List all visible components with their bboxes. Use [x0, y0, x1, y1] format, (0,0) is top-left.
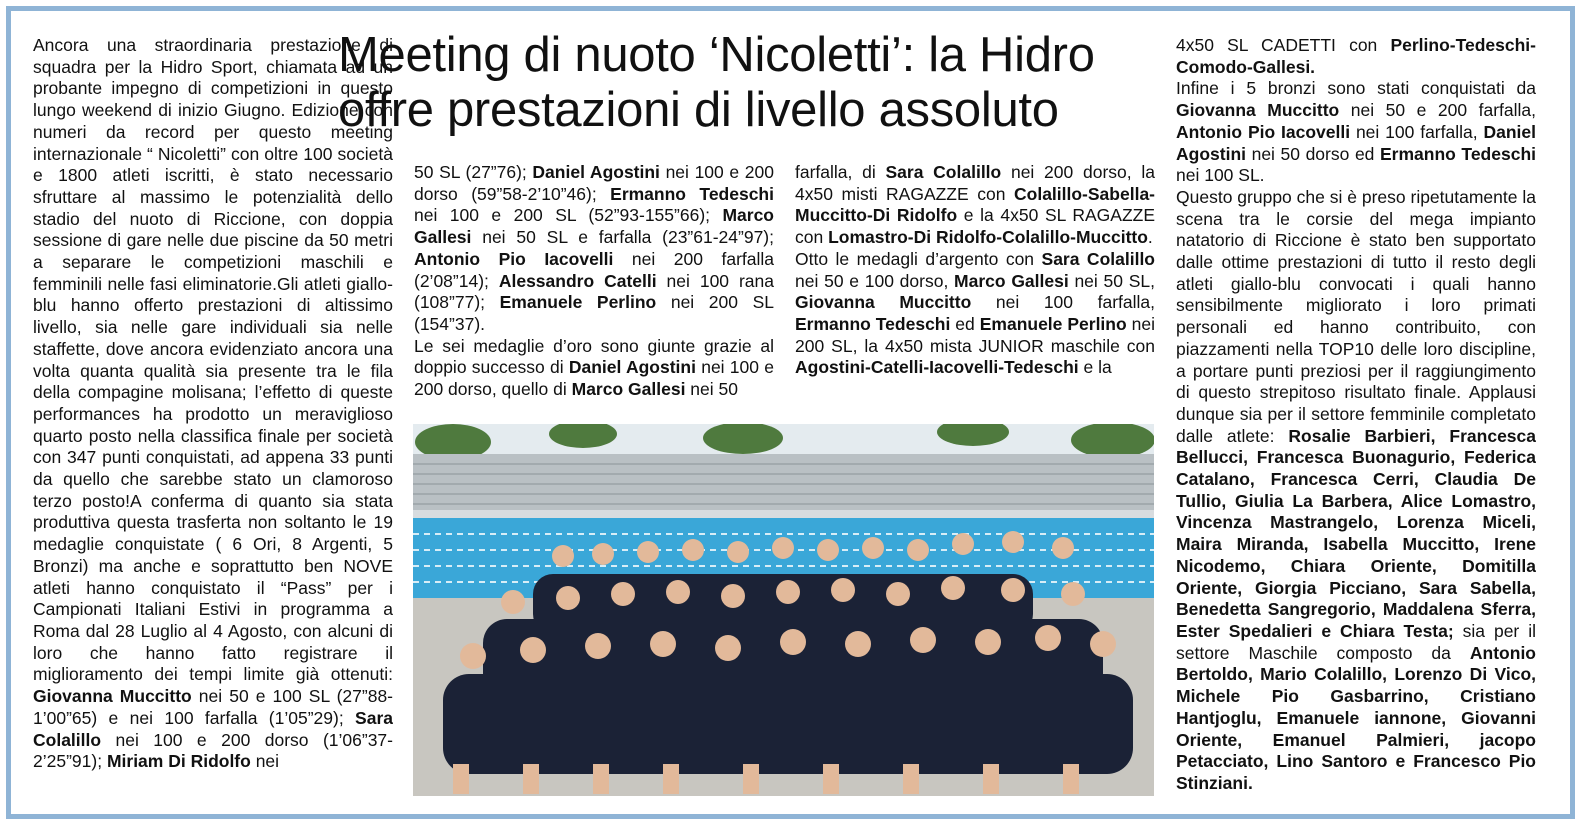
bold-run: Perlino-Tedeschi-Comodo-Gallesi.: [1176, 35, 1536, 77]
text-run: nei 200 SL (154”37).: [414, 292, 774, 334]
text-run: nei 100 rana (108”77);: [414, 270, 774, 313]
bold-run: Daniel Agostini: [1176, 121, 1536, 164]
column-4: [1176, 35, 1536, 805]
bold-run: Rosalie Barbieri, Francesca Bellucci, Francesca Buonagurio, Federica Catalano, Francesca Cerri, Claudia De Tullio, Giulia La Barbera, Alice Lomastro, Vincenza Mastrangelo, Lorenza Miceli, Maira Miranda, Isabella Muccitto, Irene Nicodemo, Chiara Oriente, Domitilla Oriente, Giorgia Picciano, Sara Sabella, Benedetta Sangregorio, Maddalena Sferra, Ester Spedalieri e Chiara Testa;: [1176, 425, 1536, 641]
text-run: nei 50: [685, 379, 738, 400]
paragraph: [1176, 78, 1536, 187]
text-run: 4x50 SL CADETTI con: [1176, 35, 1391, 55]
bold-run: Daniel Agostini: [568, 357, 696, 378]
column-2: [414, 162, 774, 402]
bold-run: Sara Colalillo: [33, 707, 393, 750]
text-run: nei 100 e 200 dorso (59”58-2’10”46);: [414, 162, 774, 204]
text-run: nei 100 SL.: [1176, 165, 1265, 186]
team-photo: [413, 424, 1154, 796]
text-run: nei 100 farfalla,: [971, 292, 1155, 313]
text-run: nei 50 e 100 SL (27”88-1’00”65) e nei 100 farfalla (1’05”29);: [33, 686, 393, 728]
column-1: [33, 35, 393, 805]
paragraph: [414, 336, 774, 401]
bold-run: Marco Gallesi: [414, 205, 774, 248]
bold-run: Emanuele Perlino: [499, 292, 657, 313]
text-run: nei 100 farfalla,: [1350, 121, 1484, 142]
bold-run: Marco Gallesi: [954, 270, 1069, 291]
text-run: nei 50 e 200 farfalla,: [1339, 100, 1536, 121]
text-run: Infine i 5 bronzi sono stati conquistati da: [1176, 78, 1536, 99]
text-run: nei 100 e 200 dorso, quello di: [414, 357, 774, 400]
text-run: farfalla, di: [795, 162, 886, 182]
bold-run: Alessandro Catelli: [498, 270, 657, 291]
text-run: Gli atleti giallo-blu hanno offerto prestazioni di altissimo livello, sia nelle gare individuali sia nelle staffette, dove ancora evidenziato ancora una volta quanta qualità sia presente tra le fila della compagine molisana; l’effetto di queste performances ha prodotto un meraviglioso quarto posto nella classifica finale per società con 347 punti conquistati, ad appena 33 punti da quello che sarebbe stato un clamoroso terzo posto!: [33, 273, 393, 511]
bold-run: Antonio Bertoldo, Mario Colalillo, Lorenzo Di Vico, Michele Pio Gasbarrino, Cristiano Hantjoglu, Emanuele iannone, Giovanni Oriente, Emanuel Palmieri, jacopo Petacciato, Lino Santoro e Francesco Pio Stinziani.: [1176, 642, 1536, 793]
bold-run: Miriam Di Ridolfo: [106, 751, 251, 772]
text-run: Ancora una straordinaria prestazione di squadra per la Hidro Sport, chiamata ad un probante impegno di competizioni in questo lungo weekend di inizio Giugno. Edizione con numeri da record per questo meeting internazionale “ Nicoletti” con oltre 100 società e 1800 atleti iscritti, è stato necessario sfruttare al massimo le potenzialità dello stadio del nuoto di Riccione, con doppia sessione di gare nelle due piscine da 50 metri a separare le competizioni maschili e femminili nelle fasi eliminatorie.: [33, 35, 393, 294]
headline: Meeting di nuoto ‘Nicoletti’: la Hidro offre prestazioni di livello assoluto: [338, 28, 1095, 137]
text-run: Le sei medaglie d’oro sono giunte grazie al doppio successo di: [414, 335, 774, 378]
text-run: nei 200 farfalla (2’08”14);: [414, 248, 774, 291]
text-run: sia per il settore Maschile composto da: [1176, 620, 1536, 663]
text-run: e la 4x50 SL RAGAZZE con: [795, 205, 1155, 248]
text-run: nei 50 e 100 dorso,: [795, 270, 955, 291]
bold-run: Sara Colalillo: [1041, 248, 1155, 269]
bold-run: Sara Colalillo: [885, 162, 1002, 182]
bold-run: Antonio Pio Iacovelli: [414, 248, 614, 269]
paragraph: [1176, 35, 1536, 78]
paragraph: [1176, 187, 1536, 795]
bold-run: Giovanna Muccitto: [795, 292, 972, 313]
text-run: nei: [250, 751, 280, 772]
text-run: 50 SL (27”76);: [414, 162, 533, 182]
text-run: nei 100 e 200 dorso (1’06”37-2’25”91);: [33, 729, 393, 772]
bold-run: Emanuele Perlino: [979, 313, 1127, 334]
bold-run: Giovanna Muccitto: [33, 686, 192, 707]
bold-run: Marco Gallesi: [571, 379, 686, 400]
bold-run: Ermanno Tedeschi: [610, 183, 774, 204]
bold-run: Lomastro-Di Ridolfo-Colalillo-Muccitto: [828, 227, 1148, 248]
bold-run: Agostini-Catelli-Iacovelli-Tedeschi: [795, 357, 1079, 378]
text-run: nei 100 e 200 SL (52”93-155”66);: [414, 205, 723, 226]
text-run: nei 50 dorso ed: [1246, 143, 1380, 164]
paragraph: [414, 162, 774, 336]
bold-run: Ermanno Tedeschi: [795, 313, 951, 334]
column-3: [795, 162, 1155, 402]
bold-run: Daniel Agostini: [532, 162, 660, 182]
bold-run: Giovanna Muccitto: [1176, 100, 1340, 121]
paragraph: [33, 35, 393, 773]
paragraph: [795, 249, 1155, 379]
text-run: e la: [1078, 357, 1112, 378]
text-run: nei 50 SL,: [1068, 270, 1155, 291]
text-run: Questo gruppo che si è preso ripetutamente la scena tra le corsie del mega impianto natatorio di Riccione è stato ben supportato dalle ottime prestazioni di tutto il resto degli atleti giallo-blu convocati i quali hanno sensibilmente migliorato i loro primati personali ed hanno contribuito, con piazzamenti nella TOP10 delle loro discipline, a portare punti preziosi per il raggiungimento di questo strepitoso risultato finale. Applausi dunque sia per il settore femminile completato dalle atlete:: [1176, 186, 1536, 446]
bold-run: Antonio Pio Iacovelli: [1176, 121, 1351, 142]
text-run: nei 200 SL, la 4x50 mista JUNIOR maschile con: [795, 313, 1155, 356]
text-run: nei 200 dorso, la 4x50 misti RAGAZZE con: [795, 162, 1155, 204]
bold-run: Ermanno Tedeschi: [1380, 143, 1536, 164]
text-run: ed: [950, 313, 980, 334]
bold-run: Colalillo-Sabella-Muccitto-Di Ridolfo: [795, 183, 1155, 226]
team-photo-illustration: [413, 424, 1154, 796]
text-run: nei 50 SL e farfalla (23”61-24”97);: [471, 227, 774, 248]
text-run: .: [1147, 227, 1153, 248]
text-run: A conferma di quanto sia stata produttiva questa trasferta non soltanto le 19 medaglie conquistate ( 6 Ori, 8 Argenti, 5 Bronzi) ma anche e soprattutto ben NOVE atleti hanno conquistato il “Pass” per i Campionati Italiani Estivi in programma a Roma dal 28 Luglio al 4 Agosto, con alcuni di loro che hanno fatto registrare il miglioramento dei tempi limite già ottenuti:: [33, 490, 393, 685]
text-run: Otto le medagli d’argento con: [795, 248, 1042, 269]
paragraph: [795, 162, 1155, 249]
